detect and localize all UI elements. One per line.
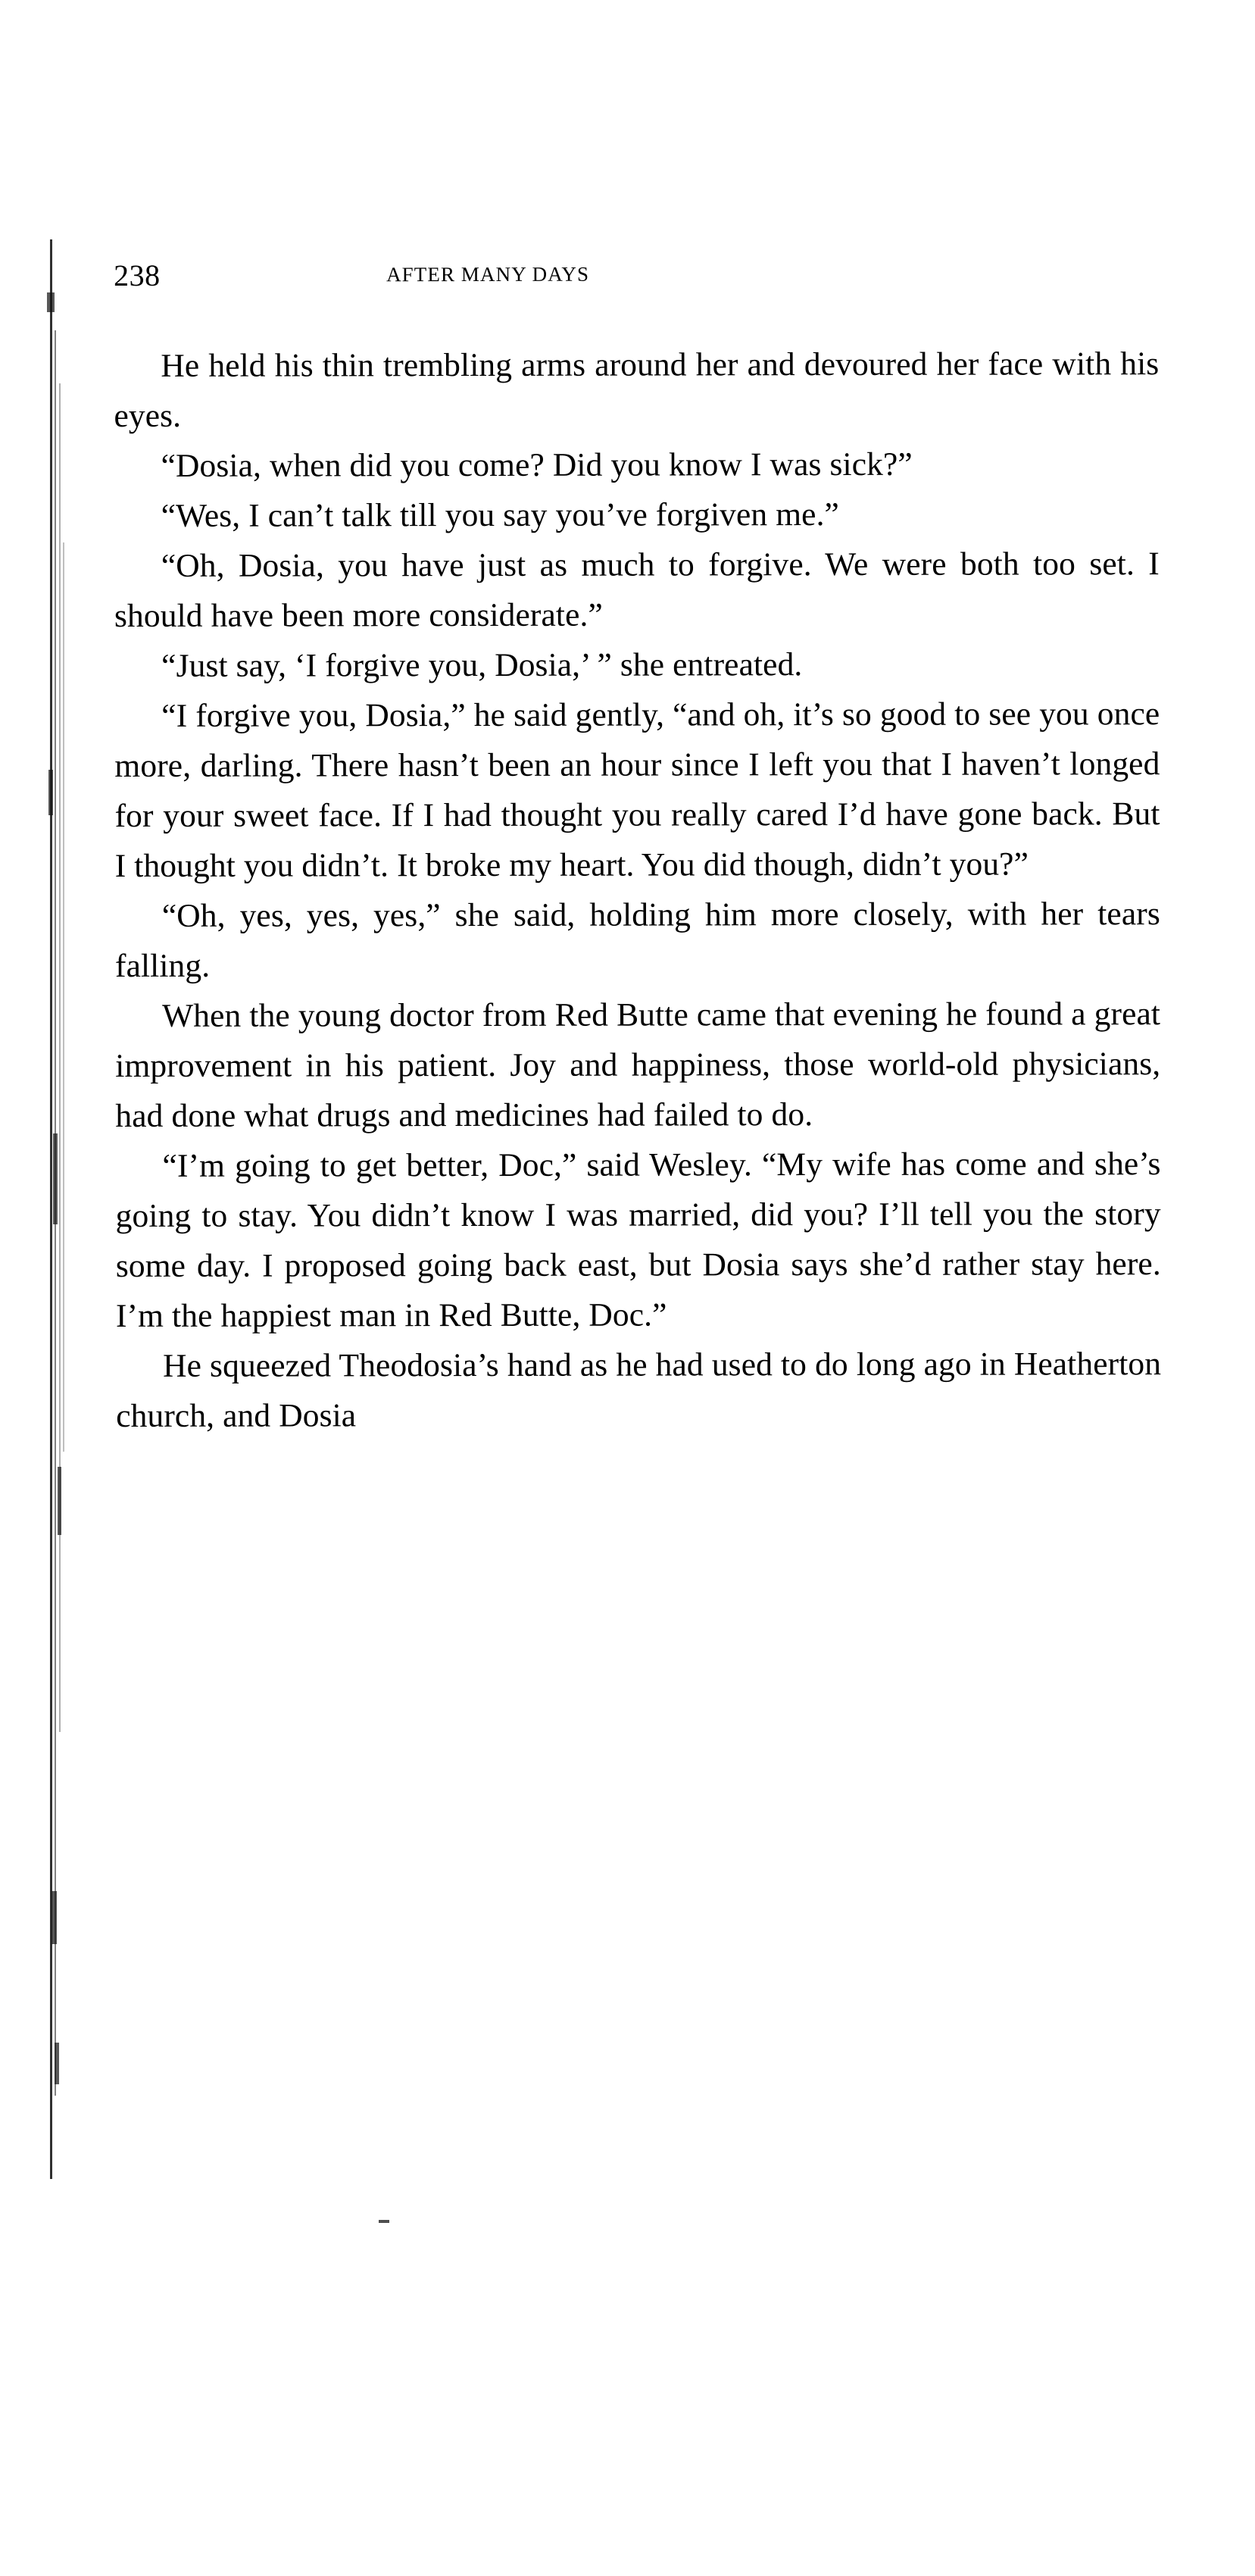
page-number: 238 [114, 258, 161, 292]
gutter-speck [55, 2043, 59, 2084]
gutter-speck [48, 770, 53, 815]
running-head: AFTER MANY DAYS [386, 262, 590, 286]
paragraph: When the young doctor from Red Butte came that evening he found a great improvement in his patient. Joy and happiness, those world-old physicians, had done what drugs and medicines had failed to do. [115, 996, 1161, 1134]
page-header [114, 255, 1174, 303]
gutter-line-1 [50, 239, 52, 2179]
page-content [114, 255, 1222, 1441]
gutter-speck [53, 1133, 58, 1224]
gutter-speck [52, 1891, 57, 1944]
paragraph: “Just say, ‘I forgive you, Dosia,’ ” she entreated. [161, 646, 803, 684]
gutter-speck [47, 292, 55, 312]
paragraph: “I’m going to get better, Doc,” said Wesley. “My wife has come and she’s going to stay. You didn’t know I was married, did you? I’ll tell you the story some day. I proposed going back east, but Dosia says she’d rather stay here. I’m the happiest man in Red Butte, Doc.” [115, 1146, 1161, 1334]
paragraph: He held his thin trembling arms around her and devoured her face with his eyes. [114, 345, 1160, 434]
gutter-speck [58, 1467, 61, 1535]
paragraph: “I forgive you, Dosia,” he said gently, “and oh, it’s so good to see you once more, darling. There hasn’t been an hour since I left you that I haven’t longed for your sweet face. If I had thought you really cared I’d have gone back. But I thought you didn’t. It broke my heart. You did though, didn’t you?” [114, 696, 1160, 884]
paragraph: “Wes, I can’t talk till you say you’ve forgiven me.” [161, 496, 839, 534]
paragraph: He squeezed Theodosia’s hand as he had used to do long ago in Heatherton church, and Dosia [116, 1346, 1162, 1434]
binding-gutter-shadow [42, 239, 68, 2179]
body-text [114, 339, 1161, 1441]
paragraph: “Dosia, when did you come? Did you know I was sick?” [161, 445, 913, 484]
page-bottom-speck [379, 2220, 389, 2223]
paragraph: “Oh, Dosia, you have just as much to forgive. We were both too set. I should have been more considerate.” [114, 546, 1160, 634]
paragraph: “Oh, yes, yes, yes,” she said, holding him more closely, with her tears falling. [114, 896, 1160, 984]
gutter-line-4 [63, 542, 64, 1452]
